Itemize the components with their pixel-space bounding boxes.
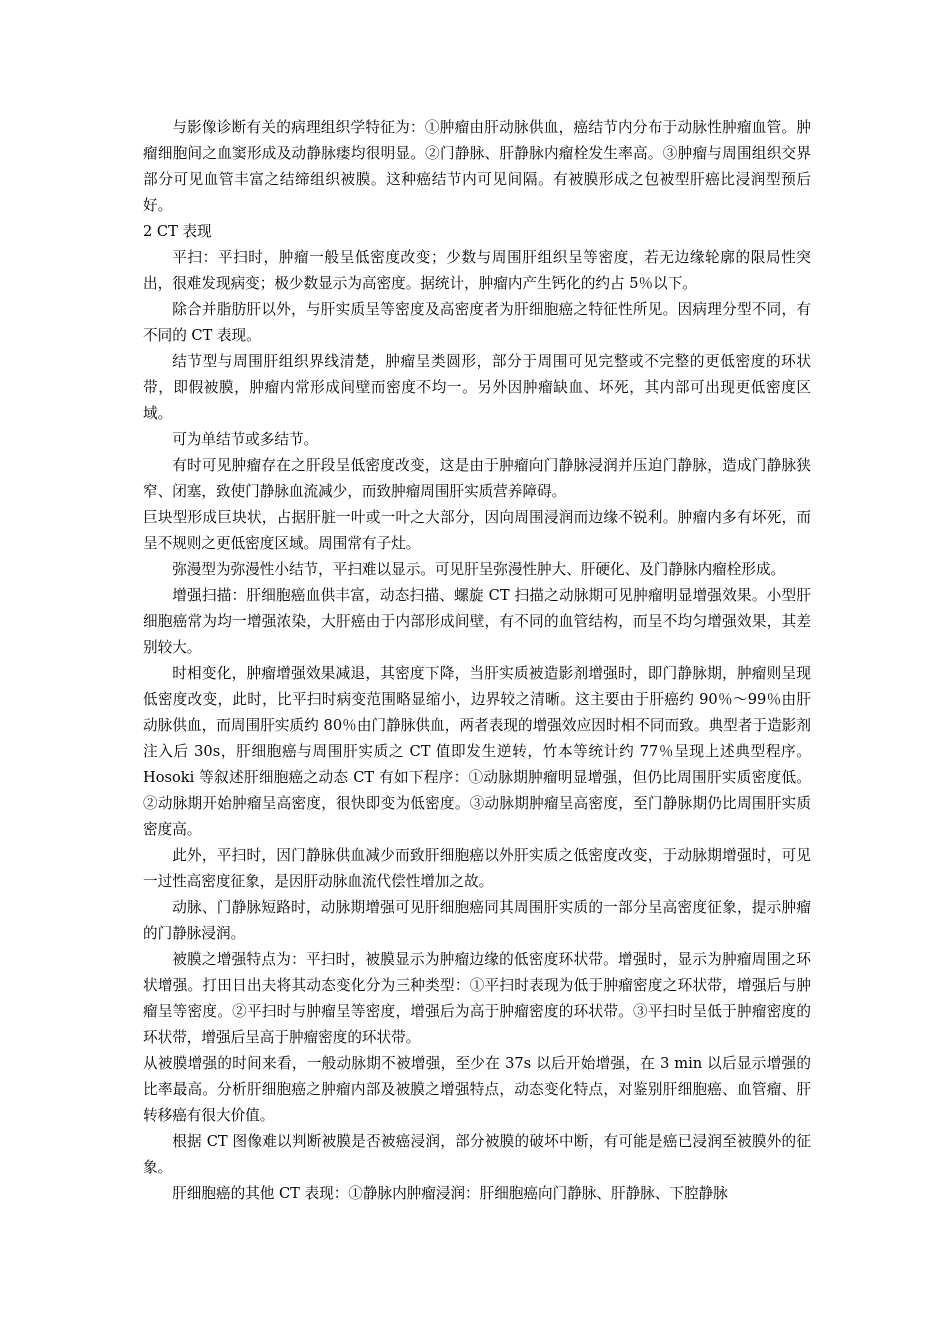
paragraph-capsule-timing: 从被膜增强的时间来看，一般动脉期不被增强，至少在 37s 以后开始增强，在 3 min 以后显示增强的比率最高。分析肝细胞癌之肿瘤内部及被膜之增强特点，动态变化特点，对鉴别肝细胞癌、血管瘤、肝转移癌有很大价值。 <box>143 1055 811 1124</box>
paragraph-diffuse-type: 弥漫型为弥漫性小结节，平扫难以显示。可见肝呈弥漫性肿大、肝硬化、及门静脉内瘤栓形成。 <box>172 561 786 578</box>
paragraph-capsule-enhancement: 被膜之增强特点为：平扫时，被膜显示为肿瘤边缘的低密度环状带。增强时，显示为肿瘤周围之环状增强。打田日出夫将其动态变化分为三种类型：①平扫时表现为低于肿瘤密度之环状带，增强后与肿瘤呈等密度。②平扫时与肿瘤呈等密度，增强后为高于肿瘤密度的环状带。③平扫时呈低于肿瘤密度的环状带，增强后呈高于肿瘤密度的环状带。 <box>143 951 811 1046</box>
paragraph-phase-change: 时相变化，肿瘤增强效果减退，其密度下降，当肝实质被造影剂增强时，即门静脉期，肿瘤则呈现低密度改变，此时，比平扫时病变范围略显缩小，边界较之清晰。这主要由于肝癌约 90％～99％由肝动脉供血，而周围肝实质约 80％由门静脉供血，两者表现的增强效应因时相不同而致。典型者于造影剂注入后 30s，肝细胞癌与周围肝实质之 CT 值即发生逆转，竹本等统计约 77％呈现上述典型程序。Hosoki 等叙述肝细胞癌之动态 CT 有如下程序：①动脉期肿瘤明显增强，但仍比周围肝实质密度低。②动脉期开始肿瘤呈高密度，很快即变为低密度。③动脉期肿瘤呈高密度，至门静脉期仍比周围肝实质密度高。 <box>143 665 811 838</box>
paragraph-enhanced-scan: 增强扫描：肝细胞癌血供丰富，动态扫描、螺旋 CT 扫描之动脉期可见肿瘤明显增强效果。小型肝细胞癌常为均一增强浓染，大肝癌由于内部形成间壁，有不同的血管结构，而呈不均匀增强效果，其差别较大。 <box>143 587 811 656</box>
paragraph-other-ct: 肝细胞癌的其他 CT 表现：①静脉内肿瘤浸润：肝细胞癌向门静脉、肝静脉、下腔静脉 <box>172 1185 728 1202</box>
paragraph-pathology: 与影像诊断有关的病理组织学特征为：①肿瘤由肝动脉供血，癌结节内分布于动脉性肿瘤血管。肿瘤细胞间之血窦形成及动静脉瘘均很明显。②门静脉、肝静脉内瘤栓发生率高。③肿瘤与周围组织交界部分可见血管丰富之结缔组织被膜。这种癌结节内可见间隔。有被膜形成之包被型肝癌比浸润型预后好。 <box>143 119 811 214</box>
paragraph-capsule-invasion: 根据 CT 图像难以判断被膜是否被癌浸润，部分被膜的破坏中断，有可能是癌已浸润至被膜外的征象。 <box>143 1133 811 1176</box>
paragraph-transient-density: 此外，平扫时，因门静脉供血减少而致肝细胞癌以外肝实质之低密度改变，于动脉期增强时，可见一过性高密度征象，是因肝动脉血流代偿性增加之故。 <box>143 847 811 890</box>
paragraph-nodular-type: 结节型与周围肝组织界线清楚，肿瘤呈类圆形，部分于周围可见完整或不完整的更低密度的环状带，即假被膜，肿瘤内常形成间壁而密度不均一。另外因肿瘤缺血、坏死，其内部可出现更低密度区域。 <box>143 353 811 422</box>
paragraph-single-multiple: 可为单结节或多结节。 <box>172 431 319 448</box>
document-page <box>143 115 811 1207</box>
paragraph-fatty-liver: 除合并脂肪肝以外，与肝实质呈等密度及高密度者为肝细胞癌之特征性所见。因病理分型不同，有不同的 CT 表现。 <box>143 301 811 344</box>
paragraph-massive-type: 巨块型形成巨块状，占据肝脏一叶或一叶之大部分，因向周围浸润而边缘不锐利。肿瘤内多有坏死，而呈不规则之更低密度区域。周围常有子灶。 <box>143 509 811 552</box>
section-heading-ct: 2 CT 表现 <box>143 223 212 240</box>
paragraph-portal-vein: 有时可见肿瘤存在之肝段呈低密度改变，这是由于肿瘤向门静脉浸润并压迫门静脉，造成门静脉狭窄、闭塞，致使门静脉血流减少，而致肿瘤周围肝实质营养障碍。 <box>143 457 811 500</box>
paragraph-plain-scan: 平扫：平扫时，肿瘤一般呈低密度改变；少数与周围肝组织呈等密度，若无边缘轮廓的限局性突出，很难发现病变；极少数显示为高密度。据统计，肿瘤内产生钙化的约占 5％以下。 <box>143 249 811 292</box>
paragraph-av-shunt: 动脉、门静脉短路时，动脉期增强可见肝细胞癌同其周围肝实质的一部分呈高密度征象，提示肿瘤的门静脉浸润。 <box>143 899 811 942</box>
